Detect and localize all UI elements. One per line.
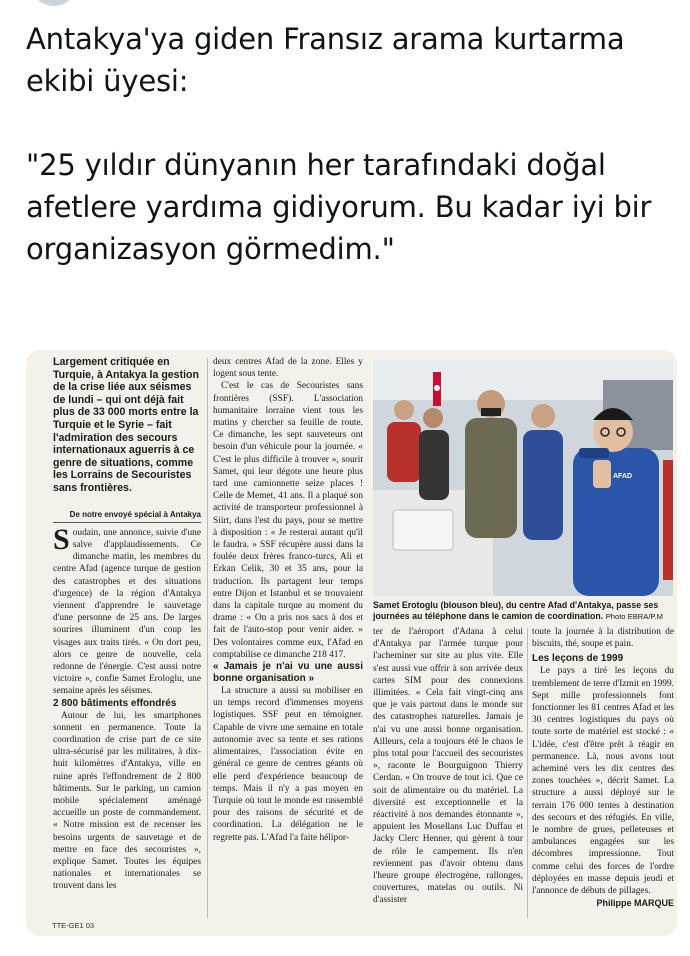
rescue-coordination-photo xyxy=(373,360,673,596)
article-column-4 xyxy=(532,626,674,926)
column-1-paragraph-2: Autour de lui, les smartphones sonnent en permanence. Toute la coordination de crise part de ce site ultra-sécurisé par les militaires, à dix-huit kilomètres d'Antakya, ville en ruine après l'effondrement de 2 800 bâtiments. Sur le parking, un camion mobile spécialement aménagé accueille un poste de commandement. « Notre mission est de recenser les besoins urgents de sauvetage et de mettre en face des secouristes », explique Samet. Toutes les équipes nationales et internationales se trouvent dans les xyxy=(53,710,201,892)
column-2-paragraph-2: C'est le cas de Secouristes sans frontières (SSF). L'association humanitaire lorraine vient tous les matins y chercher sa feuille de route. Ce dimanche, les sept sauveteurs ont besoin d'un véhicule pour la journée. « C'est le plus difficile à trouver », sourit Samet, qui leur dégote une heure plus tard une camionnette seize places ! Celle de Memet, 41 ans. Il a plaqué son activité de transporteur professionnel à Siirt, dans l'est du pays, pour se mettre à disposition : « Je resterai autant qu'il le faudra. » SSF récupère aussi dans la foulée deux frères franco-turcs, Ali et Erkan Celik, 30 et 35 ans, pour la traduction. Ils partagent leur temps entre Dijon et Istanbul et se trouvaient dans la capitale turque au moment du drame : « On a pris nos sacs à dos et fait de l'auto-stop pour venir aider. » Des volontaires comme eux, l'Afad en comptabilise ce dimanche 218 417. xyxy=(213,381,363,660)
photo-caption xyxy=(373,600,673,622)
column-1-paragraph-1: oudain, une annonce, suivie d'une salve d'applaudissements. Ce dimanche matin, les membres du centre Afad (agence turque de gestion des catastrophes et des situations d'urgence) de la région d'Antakya viennent d'apprendre le sauvetage d'une personne de 25 ans. De larges sourires illuminent d'un coup les visages aux traits tirés. « On dort peu, alors ce genre de nouvelle, cela redonne de l'énergie. C'est aussi notre victoire », confie Samet Erologlu, une semaine après les séismes. xyxy=(53,527,201,697)
page-code: TTE-GE1 03 xyxy=(52,921,95,930)
column-rule xyxy=(527,628,528,918)
article-column-3 xyxy=(373,626,523,926)
subhead-lecons: Les leçons de 1999 xyxy=(532,653,624,665)
jacket-label: AFAD xyxy=(613,473,633,480)
article-column-2 xyxy=(213,356,363,928)
column-2-paragraph-1: deux centres Afad de la zone. Elles y logent sous tente. xyxy=(213,357,363,380)
photo-illustration xyxy=(373,360,673,596)
author-avatar[interactable] xyxy=(30,0,78,6)
column-rule xyxy=(207,358,208,918)
tweet-media-image[interactable] xyxy=(26,350,677,936)
column-3-paragraph-1: ter de l'aéroport d'Adana à celui d'Antakya par l'armée turque pour l'acheminer sur site au plus vite. Elle s'est aussi vue offrir à son arrivée deux cartes SIM pour des connexions illimitées. « Cela fait vingt-cinq ans que je vais partout dans le monde sur des catastrophes naturelles. Jamais je n'ai vu une aussi bonne organisation. Ailleurs, cela a toujours été le chaos le plus total pour l'accueil des secouristes », raconte le Bourguignon Thierry Cerdan. « On trouve de tout ici. Que ce soit de alimentaire ou du matériel. La diversité est exceptionnelle et la réactivité à nos demandes étonnante », appuient les Mosellans Luc Duffau et Jacky Clerc Henner, qui gèrent à tour de rôle le campement. Ils n'en reviennent pas d'avoir obtenu dans l'heure groupe électrogène, rallonges, couvertures, matelas ou outils. Ni d'assister xyxy=(373,627,523,906)
column-4-paragraph-2: Le pays a tiré les leçons du tremblement de terre d'Izmit en 1999. Sept mille professionnels font fonctionner les 81 centres Afad et les 30 centres logistiques du pays où toute sorte de matériel est stocké : « L'idée, c'est d'être prêt à réagir en permanence. Là, nous avons tout acheminé vers les dix centres des zones touchées », décrit Samet. La structure a aussi déployé sur le terrain 176 000 tentes à destination des secours et des réfugiés. En ville, le nombre de grues, pelleteuses et ambulances engagées sur les décombres impressionne. Tout comme celui des forces de l'ordre déployées en masse depuis jeudi et l'annonce de débuts de pillages. xyxy=(532,666,674,897)
article-lede: Largement critiquée en Turquie, à Antakya la gestion de la crise liée aux séismes de lundi – qui ont déjà fait plus de 33 000 morts entre la Turquie et le Syrie – fait l'admiration des secours internationaux aguerris à ce genre de situations, comme les Lorrains de Secouristes sans frontières. xyxy=(53,356,199,494)
column-4-paragraph-1: toute la journée à la distribution de biscuits, thé, soupe et pain. xyxy=(532,627,674,650)
tweet-text xyxy=(26,18,666,270)
article-signature: Philippe MARQUE xyxy=(596,898,674,909)
tweet-intro: Antakya'ya giden Fransız arama kurtarma ekibi üyesi: xyxy=(26,22,625,98)
photo-credit: Photo EBRA/P.M xyxy=(605,612,663,621)
subhead-batiments: 2 800 bâtiments effondrés xyxy=(53,697,177,709)
article-byline: De notre envoyé spécial à Antakya xyxy=(53,509,201,523)
drop-cap: S xyxy=(53,522,70,556)
subhead-organisation: « Jamais je n'ai vu une aussi bonne organisation » xyxy=(213,661,363,685)
tweet-quote: "25 yıldır dünyanın her tarafındaki doğal afetlere yardıma gidiyorum. Bu kadar iyi bir organizasyon görmedim." xyxy=(26,148,652,266)
article-column-1 xyxy=(53,356,201,926)
column-2-paragraph-3: La structure a aussi su mobiliser en un temps record d'immenses moyens logistiques. SSF peut en témoigner. Capable de vivre une semaine en totale autonomie avec sa tente et ses rations alimentaires, l'association évite en général ce genre de centres géants où elle perd d'expérience beaucoup de temps. Mais il n'y a pas moyen en Turquie où tout le monde est rassemblé pour des raisons de sécurité et de coordination. La délégation ne le regrette pas. L'Afad l'a faite hélipor- xyxy=(213,686,363,843)
newspaper-clipping xyxy=(26,350,677,936)
photo-caption-text: Samet Erotoglu (blouson bleu), du centre Afad d'Antakya, passe ses journées au téléphone dans le camion de coordination. xyxy=(373,600,659,621)
